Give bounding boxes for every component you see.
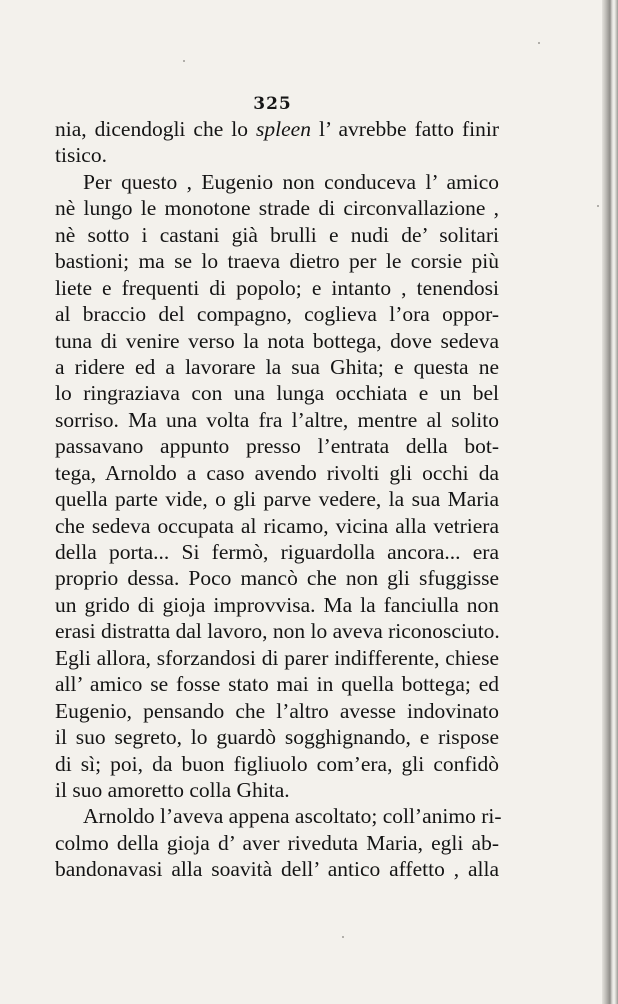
text-line: erasi distratta dal lavoro, non lo aveva riconosciuto. [55,619,500,644]
text-line: tuna di venire verso la nota bottega, dove sedeva [55,328,499,353]
text-line: il suo amoretto colla Ghita. [55,777,290,802]
text-line: bastioni; ma se lo traeva dietro per le corsie più [55,249,499,274]
text-line: il suo segreto, lo guardò sogghignando, e rispose [55,725,499,750]
text-line: tisico. [55,143,107,168]
text-line: nè sotto i castani già brulli e nudi de’ solitari [55,222,499,247]
text-line: che sedeva occupata al ricamo, vicina alla vetriera [55,513,499,538]
text-line: Eugenio, pensando che l’altro avesse indovinato [55,698,499,723]
page-number: 325 [253,94,292,114]
text-line: un grido di gioja improvvisa. Ma la fanciulla non [55,592,499,617]
text-line: a ridere ed a lavorare la sua Ghita; e questa ne [55,354,499,379]
text-line: proprio dessa. Poco mancò che non gli sfuggisse [55,566,499,591]
text-line: Arnoldo l’aveva appena ascoltato; coll’animo ri- [83,804,502,829]
text-line [55,116,499,142]
text-line: quella parte vide, o gli parve vedere, la sua Maria [55,487,499,512]
paper-speck [342,936,344,938]
paragraph [55,116,499,169]
text-line: sorriso. Ma una volta fra l’altre, mentre al solito [55,407,499,432]
text-line: lo ringraziava con una lunga occhiata e un bel [55,381,499,406]
book-spine-edge [602,0,618,1004]
paper-speck [597,205,599,207]
paragraph [55,803,502,882]
text-line: tega, Arnoldo a caso avendo rivolti gli occhi da [55,460,499,485]
text-line: bandonavasi alla soavità dell’ antico affetto , alla [55,857,499,882]
paper-speck [183,60,185,62]
text-line: della porta... Si fermò, riguardolla ancora... era [55,540,499,564]
text-line: Egli allora, sforzandosi di parer indifferente, chiese [55,645,499,670]
text-line: colmo della gioja d’ aver riveduta Maria, egli ab- [55,830,499,855]
text-line: di sì; poi, da buon figliuolo com’era, gli confidò [55,751,499,776]
paragraph [55,169,499,804]
text-line: liete e frequenti di popolo; e intanto , tenendosi [55,275,499,300]
text-fragment: nia, dicendogli che lo [55,117,257,141]
text-line: al braccio del compagno, coglieva l’ora oppor- [55,302,499,327]
italic-word: spleen [256,117,311,141]
text-line: Per questo , Eugenio non conduceva l’ amico [83,169,499,194]
text-line: passavano appunto presso l’entrata della bot- [55,434,499,459]
paper-speck [538,42,540,44]
text-line: nè lungo le monotone strade di circonvallazione , [55,196,499,221]
text-line: all’ amico se fosse stato mai in quella bottega; ed [55,672,499,697]
text-fragment: l’ avrebbe fatto finir [310,117,499,141]
page-text-body [55,116,502,883]
